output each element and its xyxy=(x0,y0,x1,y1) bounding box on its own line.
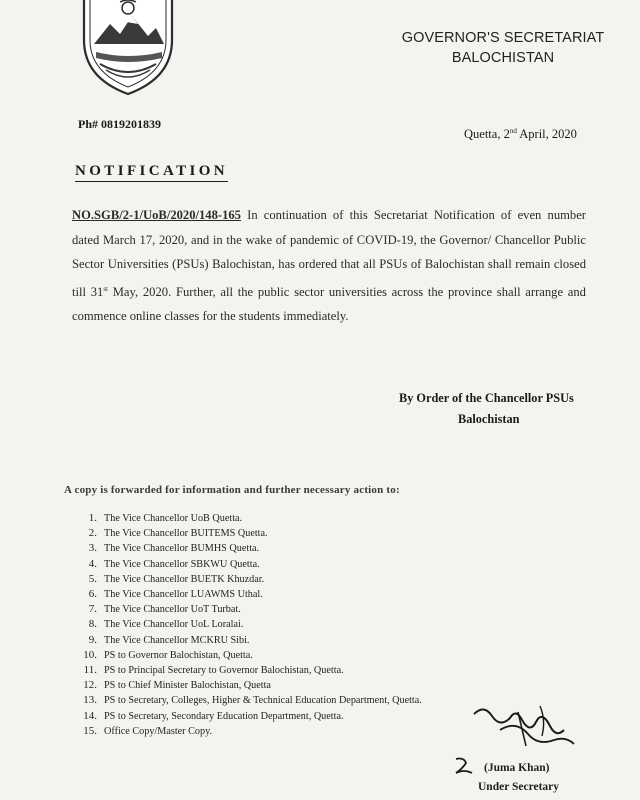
recipient-item xyxy=(78,633,422,648)
recipient-text: PS to Secretary, Secondary Education Department, Quetta. xyxy=(104,710,344,722)
recipient-number: 8. xyxy=(88,618,97,631)
recipient-text: PS to Principal Secretary to Governor Balochistan, Quetta. xyxy=(104,665,344,677)
recipient-item xyxy=(78,511,422,526)
recipient-item xyxy=(78,648,422,663)
recipient-number: 11. xyxy=(83,664,97,677)
notification-heading: NOTIFICATION xyxy=(75,161,228,182)
recipient-item xyxy=(78,541,422,556)
recipient-number: 2. xyxy=(88,527,97,540)
recipient-number: 6. xyxy=(88,588,97,601)
recipient-item xyxy=(78,587,422,602)
office-title-line2: BALOCHISTAN xyxy=(451,50,555,66)
recipient-number: 1. xyxy=(88,512,97,524)
balochistan-emblem xyxy=(76,0,180,96)
notification-reference: NO.SGB/2-1/UoB/2020/148-165 xyxy=(72,208,241,222)
recipient-number: 13. xyxy=(83,694,97,707)
signatory-name: (Juma Khan) xyxy=(484,762,550,774)
recipient-text: The Vice Chancellor BUITEMS Quetta. xyxy=(104,528,268,540)
office-title xyxy=(388,28,618,68)
recipient-item xyxy=(78,617,422,632)
handwritten-signature xyxy=(470,700,580,760)
recipient-text: PS to Chief Minister Balochistan, Quetta xyxy=(104,680,271,692)
recipient-text: Office Copy/Master Copy. xyxy=(104,725,213,737)
recipient-item xyxy=(78,526,422,541)
recipient-number: 15. xyxy=(83,724,97,737)
recipient-text: The Vice Chancellor UoL Loralai. xyxy=(104,619,244,631)
recipient-text: PS to Secretary, Colleges, Higher & Technical Education Department, Quetta. xyxy=(104,695,422,707)
recipient-number: 5. xyxy=(88,572,97,585)
recipient-text: The Vice Chancellor UoB Quetta. xyxy=(104,513,243,524)
recipient-item xyxy=(78,709,422,724)
recipient-item xyxy=(78,572,422,587)
recipient-list xyxy=(78,511,422,739)
recipient-text: The Vice Chancellor UoT Turbat. xyxy=(104,604,241,616)
recipient-item xyxy=(78,693,422,708)
office-title-line1: GOVERNOR'S SECRETARIAT xyxy=(401,30,605,46)
recipient-number: 3. xyxy=(88,542,97,555)
recipient-text: The Vice Chancellor LUAWMS Uthal. xyxy=(104,589,263,601)
signatory-title: Under Secretary xyxy=(478,781,560,793)
recipient-number: 4. xyxy=(88,557,97,570)
copy-forwarded-line: A copy is forwarded for information and further necessary action to: xyxy=(64,484,400,496)
recipient-item xyxy=(78,663,422,678)
recipient-item xyxy=(78,602,422,617)
recipient-item xyxy=(78,724,422,739)
recipient-item xyxy=(78,678,422,693)
recipient-item xyxy=(78,557,422,572)
recipient-text: The Vice Chancellor SBKWU Quetta. xyxy=(104,558,260,570)
recipient-text: The Vice Chancellor BUMHS Quetta. xyxy=(104,543,260,555)
phone-number: Ph# 0819201839 xyxy=(78,117,162,131)
recipient-number: 10. xyxy=(83,648,97,661)
recipient-text: The Vice Chancellor MCKRU Sibi. xyxy=(104,634,250,646)
issue-date: Quetta, 2nd April, 2020 xyxy=(464,127,577,142)
recipient-text: PS to Governor Balochistan, Quetta. xyxy=(104,649,253,661)
by-order-line: By Order of the Chancellor PSUs xyxy=(399,391,574,405)
initials-mark xyxy=(452,755,476,777)
notification-body: NO.SGB/2-1/UoB/2020/148-165 In continuation of this Secretariat Notification of even number dated March 17, 2020, and in the wake of pandemic of COVID-19, the Governor/ Chancellor Public Sector Universities (PSUs) Balochistan, has ordered that all PSUs of Balochistan shall remain closed till 31st May, 2020. Further, all the public sector universities across the province shall arrange and commence online classes for the students immediately. xyxy=(72,208,586,324)
recipient-number: 12. xyxy=(83,679,97,692)
signatory-block xyxy=(478,759,559,797)
by-order-block xyxy=(399,388,619,430)
by-order-province: Balochistan xyxy=(458,412,520,426)
recipient-number: 7. xyxy=(88,603,97,616)
recipient-text: The Vice Chancellor BUETK Khuzdar. xyxy=(104,573,265,585)
recipient-number: 9. xyxy=(88,633,97,646)
recipient-number: 14. xyxy=(83,709,97,722)
